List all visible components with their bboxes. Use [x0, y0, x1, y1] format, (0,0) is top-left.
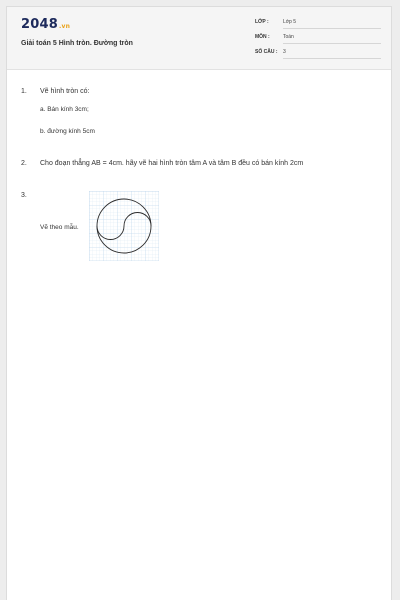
- worksheet-header: [7, 7, 391, 70]
- grid-drawing: [89, 191, 159, 261]
- question-3-text: Vẽ theo mẫu.: [40, 224, 79, 231]
- question-number: 1.: [21, 88, 27, 95]
- site-logo[interactable]: [21, 17, 70, 32]
- logo-domain: .vn: [58, 23, 71, 30]
- logo-text: 2048: [21, 17, 58, 32]
- meta-class-row: [255, 19, 381, 30]
- meta-subject-value: Toán: [283, 34, 381, 44]
- yin-yang-grid-figure: [89, 191, 159, 261]
- worksheet-page: [6, 6, 392, 600]
- question-text: Vẽ hình tròn có:: [40, 88, 90, 95]
- meta-count-label: SỐ CÂU :: [255, 49, 278, 55]
- meta-class-label: LỚP :: [255, 19, 269, 25]
- question-1-sub-a: a. Bán kính 3cm;: [40, 106, 89, 113]
- page-title: Giải toán 5 Hình tròn. Đường tròn: [21, 40, 133, 47]
- meta-count-row: [255, 49, 381, 60]
- meta-subject-label: MÔN :: [255, 34, 270, 40]
- question-number: 3.: [21, 192, 27, 199]
- meta-count-value: 3: [283, 49, 381, 59]
- question-text: Cho đoạn thẳng AB = 4cm. hãy vẽ hai hình tròn tâm A và tâm B đều có bán kính 2cm: [40, 160, 304, 167]
- meta-class-value: Lớp 5: [283, 19, 381, 29]
- question-1-sub-b: b. đường kính 5cm: [40, 128, 95, 135]
- meta-subject-row: [255, 34, 381, 45]
- question-number: 2.: [21, 160, 27, 167]
